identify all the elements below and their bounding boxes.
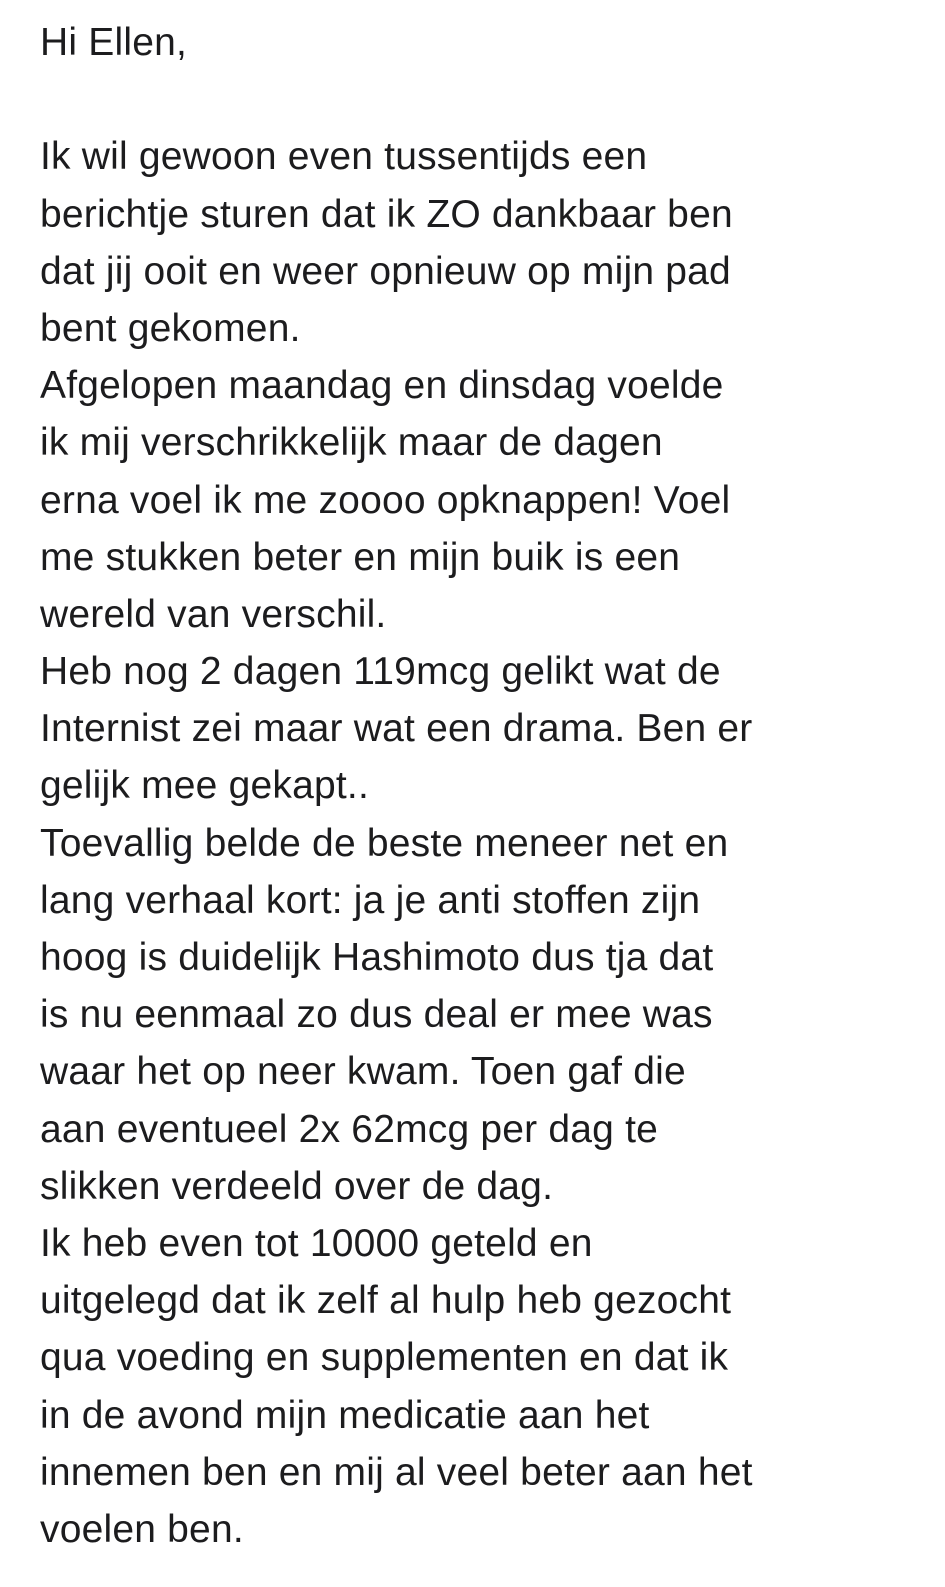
- message-greeting: Hi Ellen,: [40, 21, 188, 64]
- message-body: [40, 14, 920, 1558]
- message-line: Ik heb even tot 10000 geteld en: [40, 1221, 593, 1265]
- message-line: bent gekomen.: [40, 306, 301, 350]
- message-line: in de avond mijn medicatie aan het: [40, 1393, 650, 1437]
- message-line: dat jij ooit en weer opnieuw op mijn pad: [40, 249, 731, 293]
- message-line: innemen ben en mij al veel beter aan het: [40, 1450, 753, 1494]
- message-line: is nu eenmaal zo dus deal er mee was: [40, 993, 713, 1037]
- message-line: gelijk mee gekapt..: [40, 764, 369, 808]
- message-line: uitgelegd dat ik zelf al hulp heb gezocht: [40, 1279, 732, 1323]
- message-line: aan eventueel 2x 62mcg per dag te: [40, 1107, 659, 1151]
- message-line: Toevallig belde de beste meneer net en: [40, 821, 729, 865]
- message-line: Ik wil gewoon even tussentijds een: [40, 135, 648, 179]
- message-line: waar het op neer kwam. Toen gaf die: [40, 1050, 686, 1094]
- message-line: Internist zei maar wat een drama. Ben er: [40, 707, 753, 751]
- message-line: berichtje sturen dat ik ZO dankbaar ben: [40, 192, 733, 236]
- message-line: wereld van verschil.: [40, 592, 387, 636]
- message-line: ik mij verschrikkelijk maar de dagen: [40, 421, 663, 465]
- message-line: erna voel ik me zoooo opknappen! Voel: [40, 478, 731, 522]
- message-line: qua voeding en supplementen en dat ik: [40, 1336, 729, 1380]
- message-line: me stukken beter en mijn buik is een: [40, 535, 681, 579]
- message-line: Afgelopen maandag en dinsdag voelde: [40, 364, 724, 408]
- message-line: lang verhaal kort: ja je anti stoffen zijn: [40, 878, 701, 922]
- message-line: voelen ben.: [40, 1507, 244, 1551]
- message-line: hoog is duidelijk Hashimoto dus tja dat: [40, 936, 714, 979]
- blank-line: [40, 71, 920, 128]
- message-line: Heb nog 2 dagen 119mcg gelikt wat de: [40, 650, 721, 694]
- message-line: slikken verdeeld over de dag.: [40, 1164, 554, 1208]
